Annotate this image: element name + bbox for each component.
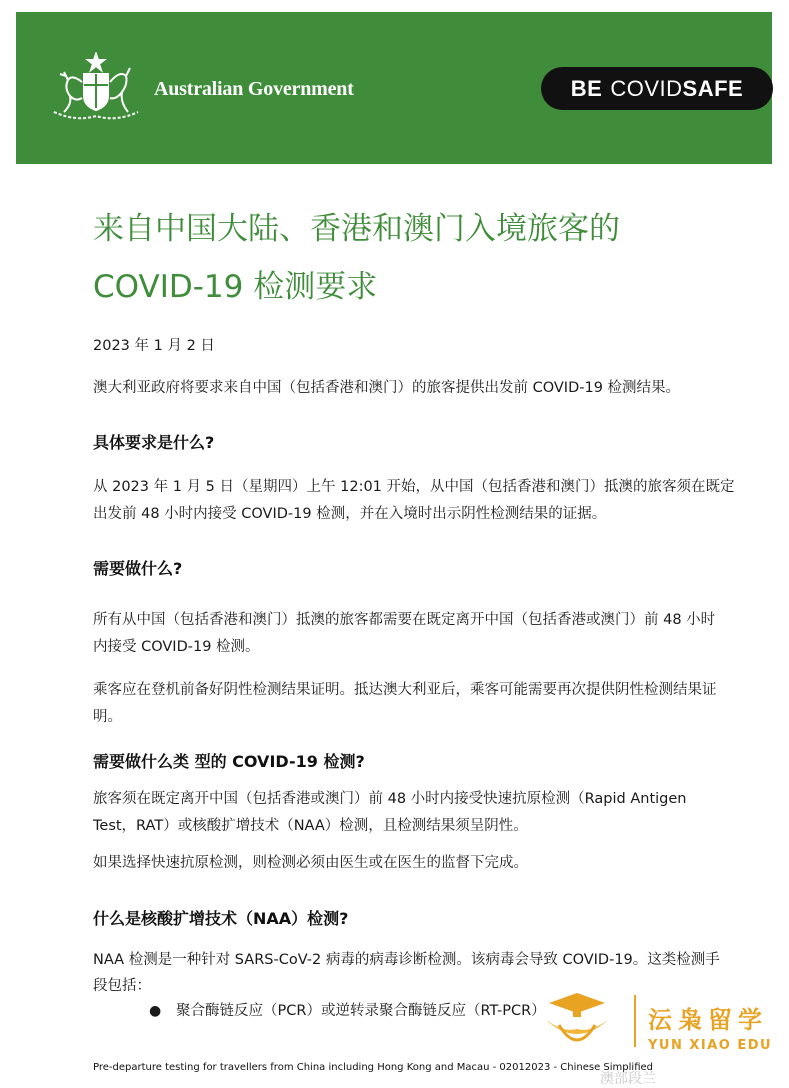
section-text: 段包括： (93, 978, 151, 994)
list-item: 聚合酶链反应（PCR）或逆转录聚合酶链反应（RT-PCR） (176, 1003, 546, 1019)
covidsafe-badge (541, 67, 773, 110)
government-name: Australian Government (154, 78, 354, 100)
document-date: 2023 年 1 月 2 日 (93, 338, 215, 354)
watermark-brand-en: YUN XIAO EDU (648, 1038, 773, 1053)
badge-be: BE (570, 75, 603, 101)
section-text: 旅客须在既定离开中国（包括香港或澳门）前 48 小时内接受快速抗原检测（Rapid Antigen (93, 791, 687, 807)
badge-covid: COVID (610, 75, 683, 101)
section-heading-requirements: 具体要求是什么? (93, 433, 215, 452)
title-line-2: COVID-19 检测要求 (93, 269, 378, 305)
section-text: NAA 检测是一种针对 SARS-CoV-2 病毒的病毒诊断检测。该病毒会导致 COVID-19。这类检测手 (93, 952, 720, 968)
section-text: 出发前 48 小时内接受 COVID-19 检测，并在入境时出示阴性检测结果的证据。 (93, 506, 607, 522)
watermark-brand-cn: 沄枭留学 (648, 1006, 768, 1034)
bullet-icon: ● (149, 1003, 162, 1019)
section-text: 所有从中国（包括香港和澳门）抵澳的旅客都需要在既定离开中国（包括香港或澳门）前 48 小时 (93, 612, 716, 628)
section-heading-test-type: 需要做什么类 型的 COVID-19 检测? (93, 752, 365, 771)
section-heading-what-to-do: 需要做什么? (93, 559, 183, 578)
intro-paragraph: 澳大利亚政府将要求来自中国（包括香港和澳门）的旅客提供出发前 COVID-19 检测结果。 (93, 380, 681, 396)
watermark-faint-text: 澳部段兰 (600, 1071, 656, 1087)
section-text: Test，RAT）或核酸扩增技术（NAA）检测，且检测结果须呈阴性。 (93, 818, 528, 834)
page-footer: Pre-departure testing for travellers from China including Hong Kong and Macau - 02012023 - Chinese Simplified (93, 1062, 653, 1073)
section-text: 如果选择快速抗原检测，则检测必须由医生或在医生的监督下完成。 (93, 855, 528, 871)
badge-safe: SAFE (682, 75, 744, 101)
title-line-1: 来自中国大陆、香港和澳门入境旅客的 (93, 211, 620, 247)
coat-of-arms-icon (46, 52, 146, 124)
header-banner (16, 12, 772, 164)
section-heading-naa: 什么是核酸扩增技术（NAA）检测? (93, 909, 349, 928)
section-text: 明。 (93, 709, 122, 725)
section-text: 内接受 COVID-19 检测。 (93, 639, 260, 655)
page-title (93, 200, 713, 316)
section-text: 从 2023 年 1 月 5 日（星期四）上午 12:01 开始，从中国（包括香港和澳门）抵澳的旅客须在既定 (93, 479, 735, 495)
section-text: 乘客应在登机前备好阴性检测结果证明。抵达澳大利亚后，乘客可能需要再次提供阴性检测结果证 (93, 682, 717, 698)
